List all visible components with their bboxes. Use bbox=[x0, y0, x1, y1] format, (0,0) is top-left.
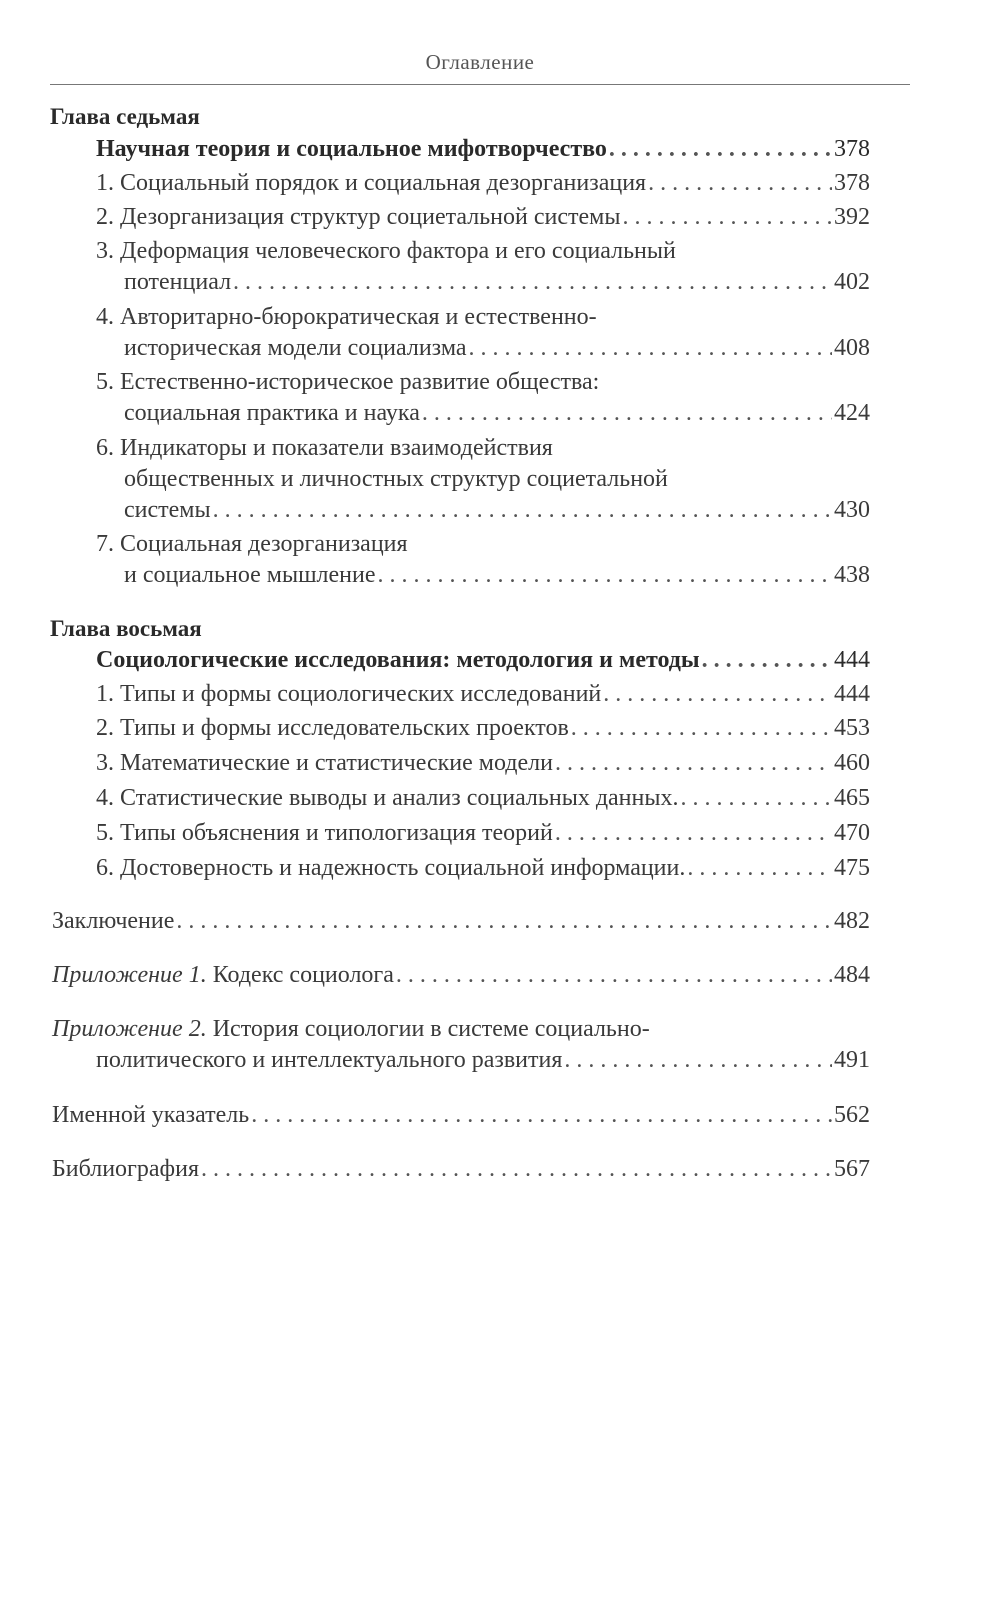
entry-title: Именной указатель bbox=[52, 1102, 250, 1128]
dot-leader bbox=[251, 1100, 832, 1130]
entry-title-line: 6. Индикаторы и показатели взаимодействия bbox=[96, 435, 553, 461]
toc-entry[interactable] bbox=[52, 960, 870, 990]
entry-title: системы bbox=[124, 497, 211, 523]
page-number: 430 bbox=[834, 497, 870, 523]
appendix-label: Приложение 1. bbox=[52, 962, 207, 988]
page-number: 475 bbox=[834, 855, 870, 881]
entry-title: Библиография bbox=[52, 1156, 199, 1182]
dot-leader bbox=[201, 1154, 832, 1184]
page-number: 392 bbox=[834, 204, 870, 230]
chapter-label: Глава седьмая bbox=[50, 104, 200, 129]
page-number: 470 bbox=[834, 820, 870, 846]
entry-title: и социальное мышление bbox=[124, 562, 376, 588]
toc-entry[interactable] bbox=[124, 267, 870, 297]
entry-title: 1. Типы и формы социологических исследований bbox=[96, 681, 602, 707]
page-number: 444 bbox=[834, 681, 870, 707]
toc-entry[interactable] bbox=[96, 1045, 870, 1075]
page-number: 465 bbox=[834, 785, 870, 811]
page-number: 460 bbox=[834, 750, 870, 776]
dot-leader bbox=[469, 333, 833, 363]
toc-entry[interactable] bbox=[52, 1154, 870, 1184]
dot-leader bbox=[213, 495, 832, 525]
entry-title-line: 5. Естественно-историческое развитие общества: bbox=[96, 369, 600, 395]
entry-title: 4. Статистические выводы и анализ социальных данных. bbox=[96, 785, 679, 811]
page-number: 378 bbox=[834, 170, 870, 196]
dot-leader bbox=[396, 960, 832, 990]
dot-leader bbox=[648, 168, 832, 198]
toc-entry[interactable] bbox=[52, 1100, 870, 1130]
appendix-label: Приложение 2. bbox=[52, 1016, 207, 1042]
entry-title: История социологии в системе социально- bbox=[212, 1016, 650, 1042]
entry-title: 2. Дезорганизация структур социетальной системы bbox=[96, 204, 621, 230]
dot-leader bbox=[609, 134, 832, 164]
entry-title: 5. Типы объяснения и типологизация теорий bbox=[96, 820, 553, 846]
dot-leader bbox=[378, 560, 832, 590]
entry-title-line bbox=[52, 1014, 650, 1044]
dot-leader bbox=[555, 748, 832, 778]
toc-entry[interactable] bbox=[96, 713, 870, 743]
dot-leader bbox=[555, 818, 832, 848]
entry-title: социальная практика и наука bbox=[124, 400, 420, 426]
page-number: 484 bbox=[834, 962, 870, 988]
toc-entry[interactable] bbox=[96, 645, 870, 675]
page-number: 424 bbox=[834, 400, 870, 426]
chapter-label: Глава восьмая bbox=[50, 616, 202, 641]
toc-entry[interactable] bbox=[96, 679, 870, 709]
toc-entry[interactable] bbox=[96, 853, 870, 883]
entry-title-line: общественных и личностных структур социетальной bbox=[124, 466, 668, 492]
dot-leader bbox=[422, 398, 832, 428]
toc-entry[interactable] bbox=[124, 560, 870, 590]
dot-leader bbox=[176, 906, 832, 936]
entry-title: Кодекс социолога bbox=[212, 962, 394, 988]
toc-entry[interactable] bbox=[124, 398, 870, 428]
entry-title: 3. Математические и статистические модели bbox=[96, 750, 553, 776]
dot-leader bbox=[681, 783, 833, 813]
page-number: 402 bbox=[834, 269, 870, 295]
toc-entry[interactable] bbox=[124, 333, 870, 363]
page-number: 491 bbox=[834, 1047, 870, 1073]
dot-leader bbox=[233, 267, 832, 297]
page-number: 482 bbox=[834, 908, 870, 934]
page-number: 444 bbox=[834, 647, 870, 673]
entry-title-line: 7. Социальная дезорганизация bbox=[96, 531, 408, 557]
dot-leader bbox=[564, 1045, 832, 1075]
toc-entry[interactable] bbox=[96, 134, 870, 164]
entry-title: Заключение bbox=[52, 908, 175, 934]
page-number: 567 bbox=[834, 1156, 870, 1182]
dot-leader bbox=[603, 679, 832, 709]
toc-entry[interactable] bbox=[96, 748, 870, 778]
toc-entry[interactable] bbox=[96, 202, 870, 232]
toc-entry[interactable] bbox=[96, 783, 870, 813]
entry-title-line: 4. Авторитарно-бюрократическая и естественно- bbox=[96, 304, 597, 330]
entry-title: потенциал bbox=[124, 269, 232, 295]
page-number: 408 bbox=[834, 335, 870, 361]
dot-leader bbox=[687, 853, 832, 883]
entry-title: Социологические исследования: методология и методы bbox=[96, 647, 700, 673]
toc-entry[interactable] bbox=[124, 495, 870, 525]
toc-entry[interactable] bbox=[52, 906, 870, 936]
entry-title: Научная теория и социальное мифотворчество bbox=[96, 136, 607, 162]
dot-leader bbox=[571, 713, 832, 743]
page-number: 378 bbox=[834, 136, 870, 162]
entry-title: историческая модели социализма bbox=[124, 335, 467, 361]
toc-entry[interactable] bbox=[96, 818, 870, 848]
running-head: Оглавление bbox=[425, 50, 535, 74]
toc-entry[interactable] bbox=[96, 168, 870, 198]
entry-title: политического и интеллектуального развития bbox=[96, 1047, 563, 1073]
page-number: 453 bbox=[834, 715, 870, 741]
entry-title-line: 3. Деформация человеческого фактора и его социальный bbox=[96, 238, 676, 264]
dot-leader bbox=[702, 645, 832, 675]
entry-title: 2. Типы и формы исследовательских проектов bbox=[96, 715, 569, 741]
page-number: 562 bbox=[834, 1102, 870, 1128]
header-rule bbox=[50, 84, 910, 85]
entry-title: 6. Достоверность и надежность социальной информации. bbox=[96, 855, 686, 881]
dot-leader bbox=[622, 202, 832, 232]
entry-title: 1. Социальный порядок и социальная дезорганизация bbox=[96, 170, 647, 196]
page-number: 438 bbox=[834, 562, 870, 588]
